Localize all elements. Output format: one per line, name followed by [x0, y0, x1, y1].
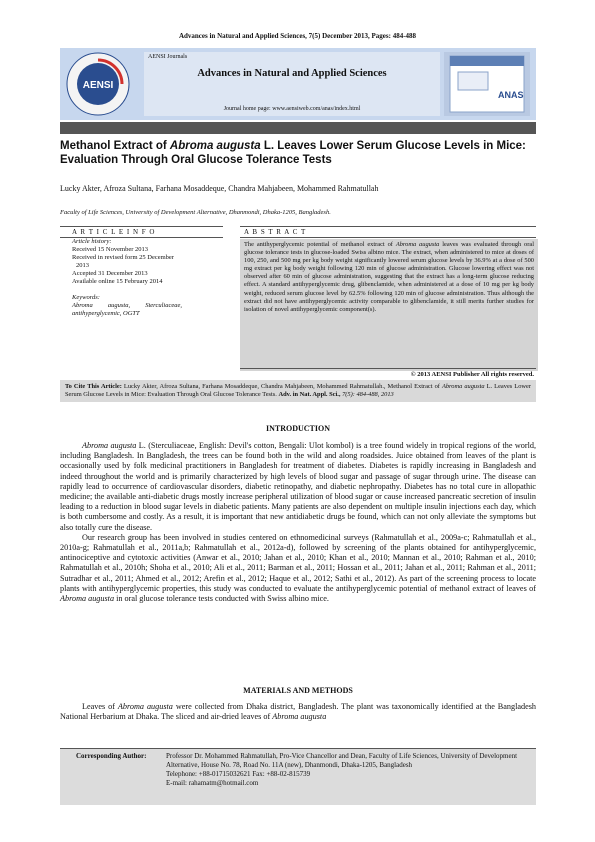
publisher-label: AENSI Journals — [148, 54, 188, 60]
introduction-heading: INTRODUCTION — [265, 424, 330, 433]
methods-body: Leaves of Abroma augusta were collected from Dhaka district, Bangladesh. The plant was taxonomically identified at the Bangladesh National Herbarium at Dhaka. The sliced and air-dried leaves of Abroma augusta — [60, 702, 537, 722]
journal-homepage[interactable]: Journal home page: www.aensiweb.com/anas/index.html — [223, 106, 361, 112]
divider — [240, 368, 536, 369]
corresponding-author-label: Corresponding Author: — [76, 752, 147, 760]
journal-name: Advances in Natural and Applied Sciences — [197, 68, 387, 79]
article-info-heading: A R T I C L E I N F O — [72, 228, 156, 236]
author-list: Lucky Akter, Afroza Sultana, Farhana Mosaddeque, Chandra Mahjabeen, Mohammed Rahmatullah — [60, 184, 379, 193]
affiliation: Faculty of Life Sciences, University of Development Alternative, Dhanmondi, Dhaka-1205, Bangladesh. — [60, 209, 331, 216]
citation-box: To Cite This Article: Lucky Akter, Afroza Sultana, Farhana Mosaddeque, Chandra Mahjabeen, Mohammed Rahmatullah., Methanol Extract of Abroma augusta L. Leaves Lower Serum Glucose Levels in Mice: Evaluation Through Oral Glucose Tolerance Tests. Adv. in Nat. Appl. Sci., 7(5): 484-488, 2013 — [60, 380, 536, 402]
methods-heading: MATERIALS AND METHODS — [243, 686, 353, 695]
journal-cover-image — [444, 52, 530, 116]
aensi-logo — [66, 52, 130, 116]
copyright-notice: © 2013 AENSI Publisher All rights reserved. — [410, 371, 534, 378]
abstract-text: The antihyperglycemic potential of methanol extract of Abroma augusta leaves was evaluated through oral glucose tolerance tests in glucose-loaded Swiss albino mice. The extract, when administered to mice at doses of 100, 250, and 500 mg per kg body weight significantly lowered serum glucose levels by 36.9% at a dose of 500 mg extract per kg body weight following 120 min of glucose administration. Glucose lowering effect was not observed after 60 min of glucose administration, suggesting that the extract has a long-term glucose reducing effect. A standard antihyperglycemic drug, glibenclamide, when administered at a dose of 10 mg per kg body weight, reduced serum glucose level by 62.5% following 120 min of glucose administration. Thus although the extract did not have antihyperglycemic activity comparable to glibenclamide, it still merits further studies for isolation of novel antihyperglycemic component(s). — [240, 239, 538, 371]
title-rule-bar — [60, 122, 536, 134]
keywords: Abroma augusta, Sterculiaceae, antihyperglycemic, OGTT — [72, 302, 182, 317]
article-title: Methanol Extract of Abroma augusta L. Leaves Lower Serum Glucose Levels in Mice: Evaluation Through Oral Glucose Tolerance Tests — [60, 140, 526, 166]
divider — [240, 237, 536, 238]
divider — [240, 226, 536, 227]
cover-text: ANAS — [498, 90, 524, 100]
corresponding-author-details: Professor Dr. Mohammed Rahmatullah, Pro-Vice Chancellor and Dean, Faculty of Life Sciences, University of Development Alternative, House No. 78, Road No. 11A (new), Dhanmondi, Dhaka-1205, Bangladesh Telephone: +88-01715032621 Fax: +88-02-815739 E-mail: rahamatm@hotmail.com — [166, 752, 532, 788]
abstract-heading: A B S T R A C T — [244, 228, 307, 236]
article-info: Article history: Received 15 November 2013 Received in revised form 25 December 2013 Accepted 31 December 2013 Available online 15 February 2014 Keywords: Abroma augusta, Sterculiaceae, antihyperglycemic, OGTT — [72, 238, 182, 317]
logo-text: AENSI — [82, 80, 114, 91]
author-email[interactable]: E-mail: rahamatm@hotmail.com — [166, 779, 259, 787]
divider — [60, 226, 223, 227]
introduction-body: Abroma augusta L. (Sterculiaceae, English: Devil's cotton, Bengali: Ulot kombol) is a tree found widely in tropical regions of the world, including Bangladesh. In Bangladesh, the trees can be found both in the wild and along roadsides. Juice obtained from leaves of the plant is occasionally used by folk medicinal practitioners in Bangladesh for treatment of diabetes. Diabetes is rapidly increasing in Bangladesh and indeed throughout the world and is primarily characterized by high levels of blood sugar and passage of sugar through urine. The disease can rapidly lead to occurrence of cardiovascular disorders, diabetic retinopathy, and diabetic nephropathy. Diabetes has no total cure in allopathic medicine; the available anti-diabetic drugs mostly increase peripheral utilization of blood sugar or cause increased pancreatic secretion of insulin leading to a reduction in blood sugar levels in diabetic patients. Many patients are also dependent on multiple insulin injections each day, which is both cumbersome and costly. As a result, it is important that new antidiabetic drugs be found, which can not only alleviate the symptoms but also totally cure the disease. Our research group has been involved in studies centered on ethnomedicinal surveys (Rahmatullah et al., 2009a-c; Rahmatullah et al., 2010a-g; Rahmatullah et al., 2011a,b; Rahmatullah et al., 2012a-d), followed by screening of the plants obtained for antihyperglycemic, antinociceptive and cytotoxic activities (Anwar et al., 2010; Jahan et al., 2010; Khan et al., 2010; Mannan et al., 2010; Rahman et al., 2010; Rahmatullah et al., 2010h; Shoha et al., 2010; Ali et al., 2011; Barman et al., 2011; Hossan et al., 2011; Jahan et al., 2011; Rahman et al., 2011; Sutradhar et al., 2011; Ahmed et al., 2012; Arefin et al., 2012; Haque et al., 2012; Sathi et al., 2012). As part of the screening process to locate plants with antihyperglycemic properties, this study was conducted to evaluate the antihyperglycemic potential of methanol extract of leaves of Abroma augusta in oral glucose tolerance tests conducted with Swiss albino mice. — [60, 441, 536, 604]
running-header: Advances in Natural and Applied Sciences, 7(5) December 2013, Pages: 484-488 — [178, 32, 417, 40]
